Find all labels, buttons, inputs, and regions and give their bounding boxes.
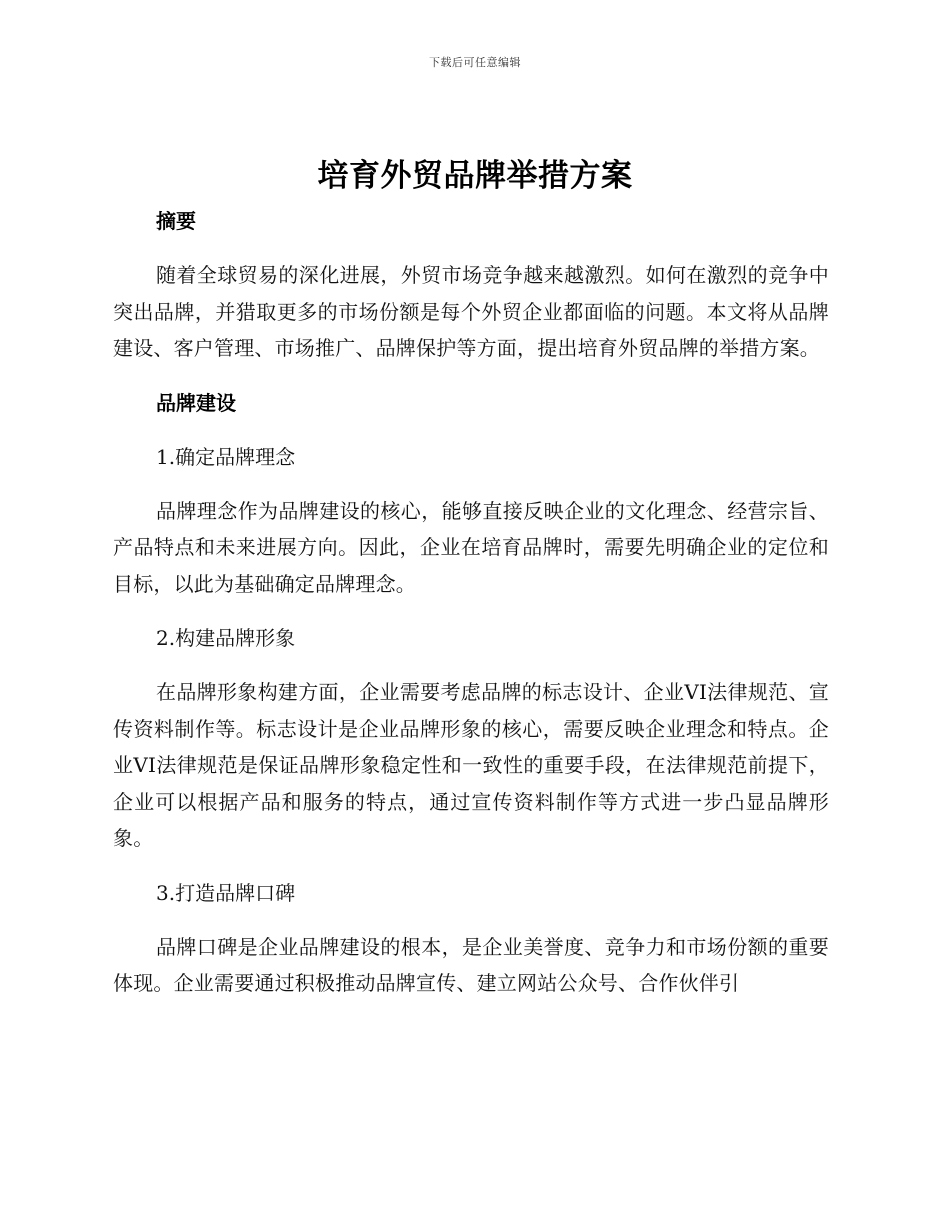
item2-paragraph: 在品牌形象构建方面，企业需要考虑品牌的标志设计、企业VI法律规范、宣传资料制作等。标志设计是企业品牌形象的核心，需要反映企业理念和特点。企业VI法律规范是保证品牌形象稳定性和一致性的重要手段，在法律规范前提下，企业可以根据产品和服务的特点，通过宣传资料制作等方式进一步凸显品牌形象。	[113, 680, 829, 850]
brand-building-heading: 品牌建设	[156, 390, 236, 415]
abstract-paragraph: 随着全球贸易的深化进展，外贸市场竞争越来越激烈。如何在激烈的竞争中突出品牌，并猎取更多的市场份额是每个外贸企业都面临的问题。本文将从品牌建设、客户管理、市场推广、品牌保护等方面，提出培育外贸品牌的举措方案。	[113, 263, 829, 360]
item1-paragraph: 品牌理念作为品牌建设的核心，能够直接反映企业的文化理念、经营宗旨、产品特点和未来进展方向。因此，企业在培育品牌时，需要先明确企业的定位和目标，以此为基础确定品牌理念。	[113, 498, 829, 596]
header-note: 下载后可任意编辑	[429, 56, 521, 69]
item1-title: 1.确定品牌理念	[156, 444, 296, 469]
item3-paragraph: 品牌口碑是企业品牌建设的根本，是企业美誉度、竞争力和市场份额的重要体现。企业需要通过积极推动品牌宣传、建立网站公众号、合作伙伴引	[113, 934, 829, 995]
abstract-heading: 摘要	[156, 209, 196, 233]
item3-title: 3.打造品牌口碑	[156, 880, 296, 905]
document-body	[113, 203, 829, 1020]
item2-title: 2.构建品牌形象	[156, 626, 296, 650]
document-title: 培育外贸品牌举措方案	[317, 158, 633, 194]
